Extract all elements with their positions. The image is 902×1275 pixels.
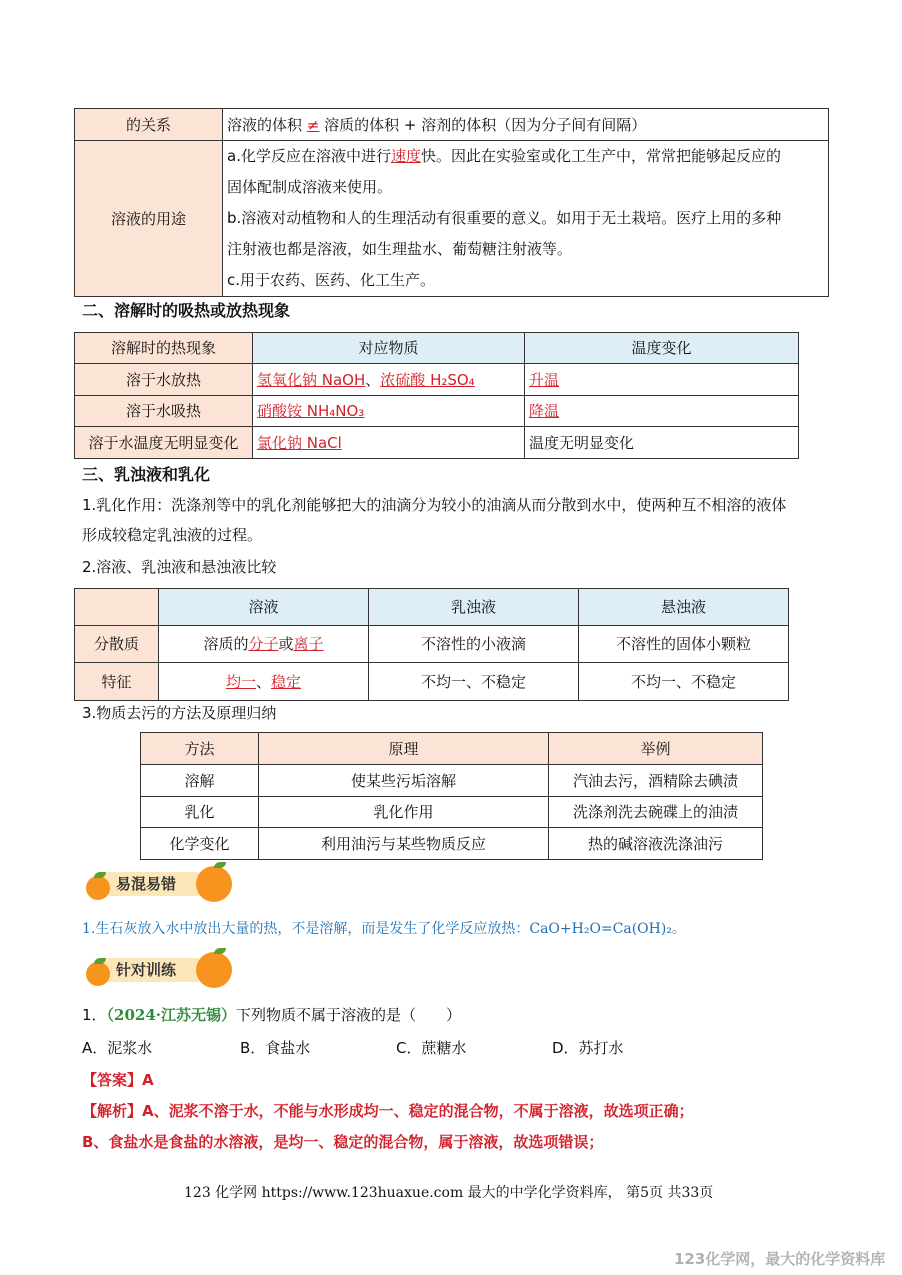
heat-row-temp: 升温 [525, 364, 799, 396]
compare-header-emulsion: 乳浊液 [369, 589, 579, 626]
compare-header-solution: 溶液 [159, 589, 369, 626]
principle-header: 原理 [259, 733, 549, 765]
example-cell: 洗涤剂洗去碗碟上的油渍 [549, 797, 763, 828]
method-cell: 溶解 [141, 765, 259, 797]
principle-cell: 利用油污与某些物质反应 [259, 828, 549, 860]
disperse-suspension: 不溶性的固体小颗粒 [579, 626, 789, 663]
heat-header-temp: 温度变化 [525, 333, 799, 364]
analysis-line1: 【解析】A、泥浆不溶于水，不能与水形成均一、稳定的混合物，不属于溶液，故选项正确； [82, 1102, 694, 1120]
example-cell: 汽油去污，酒精除去碘渍 [549, 765, 763, 797]
option-a: A．泥浆水 [82, 1039, 153, 1057]
example-cell: 热的碱溶液洗涤油污 [549, 828, 763, 860]
question-stem: 1．（2024·江苏无锡）下列物质不属于溶液的是（ ） [82, 1006, 462, 1024]
question-source: （2024·江苏无锡） [106, 1006, 237, 1024]
solution-properties-table [74, 108, 829, 297]
confusion-badge: 易混易错 [86, 866, 236, 900]
heat-row-substance: 硝酸铵 NH₄NO₃ [253, 396, 525, 427]
heat-row-substance: 氢氧化钠 NaOH、浓硫酸 H₂SO₄ [253, 364, 525, 396]
heat-row-phenomenon: 溶于水温度无明显变化 [75, 427, 253, 459]
method-cell: 化学变化 [141, 828, 259, 860]
answer: 【答案】A [82, 1071, 154, 1089]
method-header: 方法 [141, 733, 259, 765]
compare-table [74, 588, 789, 701]
option-b: B．食盐水 [240, 1039, 311, 1057]
heat-row-phenomenon: 溶于水吸热 [75, 396, 253, 427]
heat-header-substance: 对应物质 [253, 333, 525, 364]
methods-table [140, 732, 763, 860]
watermark: 123化学网，最大的化学资料库 [674, 1250, 886, 1268]
relation-label: 的关系 [75, 109, 223, 141]
method-cell: 乳化 [141, 797, 259, 828]
heat-row-substance: 氯化钠 NaCl [253, 427, 525, 459]
emulsify-paragraph: 1.乳化作用：洗涤剂等中的乳化剂能够把大的油滴分为较小的油滴从而分散到水中，使两种互不相溶的液体 形成较稳定乳浊液的过程。 [82, 496, 787, 544]
compare-intro: 2.溶液、乳浊液和悬浊液比较 [82, 558, 277, 576]
methods-intro: 3.物质去污的方法及原理归纳 [82, 704, 277, 722]
principle-cell: 乳化作用 [259, 797, 549, 828]
section2-title: 二、溶解时的吸热或放热现象 [82, 301, 291, 320]
orange-icon [86, 876, 110, 900]
leaf-icon [214, 862, 226, 868]
option-d: D．苏打水 [552, 1039, 624, 1057]
heat-table [74, 332, 799, 459]
feature-solution: 均一、稳定 [159, 663, 369, 701]
orange-icon [86, 962, 110, 986]
option-c: C．蔗糖水 [396, 1039, 467, 1057]
leaf-icon [214, 948, 226, 954]
usage-content: a.化学反应在溶液中进行速度快。因此在实验室或化工生产中，常常把能够起反应的 固体配制成溶液来使用。 b.溶液对动植物和人的生理活动有很重要的意义。如用于无土栽培。医疗上用的多种 注射液也都是溶液，如生理盐水、葡萄糖注射液等。 c.用于农药、医药、化工生产。 [223, 141, 829, 297]
feature-emulsion: 不均一、不稳定 [369, 663, 579, 701]
heat-row-temp: 降温 [525, 396, 799, 427]
page-footer: 123 化学网 https://www.123huaxue.com 最大的中学化学资料库， 第5页 共33页 [184, 1185, 714, 1201]
feature-label: 特征 [75, 663, 159, 701]
confusion-note: 1.生石灰放入水中放出大量的热，不是溶解，而是发生了化学反应放热：CaO+H₂O=Ca(OH)₂。 [82, 921, 686, 937]
disperse-emulsion: 不溶性的小液滴 [369, 626, 579, 663]
usage-label: 溶液的用途 [75, 141, 223, 297]
volume-relation: 溶液的体积 ≠ 溶质的体积 + 溶剂的体积（因为分子间有间隔） [223, 109, 829, 141]
heat-row-temp: 温度无明显变化 [525, 427, 799, 459]
section3-title: 三、乳浊液和乳化 [82, 465, 211, 484]
not-equal-sign: ≠ [306, 115, 320, 134]
orange-icon [196, 866, 232, 902]
compare-header-suspension: 悬浊液 [579, 589, 789, 626]
heat-row-phenomenon: 溶于水放热 [75, 364, 253, 396]
feature-suspension: 不均一、不稳定 [579, 663, 789, 701]
heat-header-phenomenon: 溶解时的热现象 [75, 333, 253, 364]
principle-cell: 使某些污垢溶解 [259, 765, 549, 797]
orange-icon [196, 952, 232, 988]
example-header: 举例 [549, 733, 763, 765]
training-badge: 针对训练 [86, 952, 236, 986]
disperse-solution: 溶质的分子或离子 [159, 626, 369, 663]
analysis-line2: B、食盐水是食盐的水溶液，是均一、稳定的混合物，属于溶液，故选项错误； [82, 1133, 604, 1151]
disperse-label: 分散质 [75, 626, 159, 663]
compare-corner [75, 589, 159, 626]
